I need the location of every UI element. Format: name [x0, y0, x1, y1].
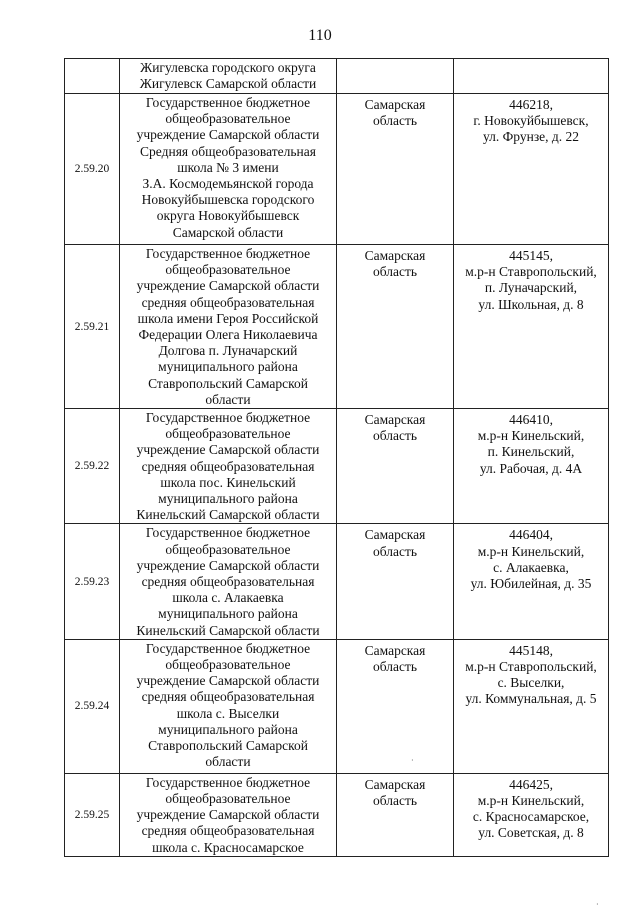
scan-dot: · [596, 900, 599, 909]
scan-dot: · [411, 756, 414, 765]
name-line: Новокуйбышевска городского [141, 192, 315, 208]
name-line: области [205, 754, 251, 770]
address-cell [454, 245, 609, 409]
region-cell [337, 524, 454, 639]
row-number: 2.59.23 [74, 575, 110, 588]
region-line: Самарская [364, 412, 426, 428]
name-line: Государственное бюджетное [145, 410, 311, 426]
name-line: Государственное бюджетное [145, 246, 311, 261]
region-cell [337, 409, 454, 524]
address-line: 445145, [509, 248, 553, 263]
region-line: область [372, 113, 418, 129]
name-line: школа № 3 имени [177, 159, 279, 175]
name-line: муниципального района [158, 721, 298, 737]
name-line: Самарской области [172, 224, 284, 240]
name-line: общеобразовательное [165, 657, 291, 673]
page-number: 110 [308, 27, 332, 44]
address-line: ул. Коммунальная, д. 5 [465, 691, 597, 707]
name-line: муниципального района [158, 606, 298, 622]
region-cell [337, 639, 454, 773]
address-line: 446425, [509, 776, 553, 792]
name-line: учреждение Самарской области [136, 673, 320, 689]
address-line: м.р-н Кинельский, [477, 428, 585, 444]
name-line: Государственное бюджетное [145, 774, 311, 790]
address-line: м.р-н Ставропольский, [465, 659, 597, 675]
address-cell [454, 59, 609, 94]
address-cell [454, 639, 609, 773]
row-number-cell [65, 245, 120, 409]
table-row [65, 245, 609, 409]
address-cell [454, 524, 609, 639]
table-row-continuation [65, 59, 609, 94]
table-row [65, 409, 609, 524]
name-line: школа с. Выселки [176, 705, 280, 721]
address-line: м.р-н Ставропольский, [465, 264, 597, 280]
row-number: 2.59.25 [74, 808, 110, 821]
table-row [65, 773, 609, 856]
name-line: общеобразовательное [165, 541, 291, 557]
address-cell [454, 773, 609, 856]
region-cell [337, 94, 454, 245]
row-number: 2.59.22 [74, 460, 110, 473]
address-line: ул. Фрунзе, д. 22 [482, 129, 580, 145]
address-line: с. Красносамарское, [472, 809, 590, 825]
name-line: Долгова п. Луначарский [158, 343, 298, 359]
name-line: муниципального района [158, 359, 298, 375]
institution-name-cell [120, 94, 337, 245]
name-line: Государственное бюджетное [145, 640, 311, 656]
name-line: округа Новокуйбышевск [156, 208, 300, 224]
name-line: общеобразовательное [165, 426, 291, 442]
address-line: 446410, [509, 412, 553, 428]
address-line: п. Луначарский, [484, 280, 578, 296]
institution-name-cell [120, 773, 337, 856]
name-line: общеобразовательное [165, 111, 291, 127]
address-line: 445148, [509, 642, 553, 658]
row-number-cell [65, 524, 120, 639]
name-line: средняя общеобразовательная [141, 458, 315, 474]
region-line: Самарская [364, 776, 426, 792]
address-line: 446218, [509, 97, 553, 112]
address-line: с. Выселки, [497, 675, 565, 691]
row-number-cell [65, 409, 120, 524]
row-number-cell [65, 94, 120, 245]
region-line: область [372, 428, 418, 444]
region-line: Самарская [364, 642, 426, 658]
name-line: учреждение Самарской области [136, 278, 320, 294]
table-row [65, 524, 609, 639]
name-line: Жигулевска городского округа [140, 60, 316, 75]
name-line: школа имени Героя Российской [137, 310, 319, 326]
name-line: Жигулевск Самарской области [139, 76, 317, 92]
name-line: Кинельский Самарской области [136, 622, 320, 638]
row-number: 2.59.21 [74, 320, 110, 333]
name-line: области [205, 391, 251, 407]
name-line: средняя общеобразовательная [141, 294, 315, 310]
name-line: Федерации Олега Николаевича [138, 327, 318, 343]
address-line: 446404, [509, 527, 553, 543]
name-line: школа с. Красносамарское [152, 839, 304, 855]
schools-table [64, 58, 609, 857]
name-line: Средняя общеобразовательная [140, 143, 316, 159]
region-cell [337, 59, 454, 94]
name-line: учреждение Самарской области [136, 127, 320, 143]
address-line: с. Алакаевка, [493, 559, 569, 575]
address-line: ул. Юбилейная, д. 35 [470, 576, 592, 592]
row-number: 2.59.20 [74, 163, 110, 175]
region-line: область [372, 793, 418, 809]
region-line: область [372, 264, 418, 280]
address-line: г. Новокуйбышевск, [473, 113, 589, 129]
institution-name-cell [120, 639, 337, 773]
institution-name-cell [120, 524, 337, 639]
row-number-cell [65, 639, 120, 773]
address-line: м.р-н Кинельский, [477, 543, 585, 559]
institution-name-cell [120, 59, 337, 94]
row-number-cell [65, 773, 120, 856]
name-line: средняя общеобразовательная [141, 823, 315, 839]
address-line: ул. Школьная, д. 8 [478, 296, 584, 312]
name-line: общеобразовательное [165, 791, 291, 807]
name-line: Ставропольский Самарской [148, 738, 308, 754]
region-line: Самарская [364, 527, 426, 543]
region-cell [337, 773, 454, 856]
name-line: Кинельский Самарской области [136, 507, 320, 523]
name-line: учреждение Самарской области [136, 557, 320, 573]
address-line: м.р-н Кинельский, [477, 793, 585, 809]
address-cell [454, 409, 609, 524]
region-line: область [372, 543, 418, 559]
name-line: школа пос. Кинельский [160, 474, 296, 490]
name-line: средняя общеобразовательная [141, 689, 315, 705]
row-number: 2.59.24 [74, 700, 110, 713]
address-line: ул. Рабочая, д. 4А [479, 460, 583, 476]
region-line: область [372, 659, 418, 675]
name-line: учреждение Самарской области [136, 807, 320, 823]
institution-name-cell [120, 245, 337, 409]
table-row [65, 94, 609, 245]
address-line: п. Кинельский, [487, 444, 575, 460]
name-line: средняя общеобразовательная [141, 574, 315, 590]
name-line: Государственное бюджетное [145, 95, 311, 110]
address-cell [454, 94, 609, 245]
name-line: З.А. Космодемьянской города [142, 176, 314, 192]
institution-name-cell [120, 409, 337, 524]
name-line: Ставропольский Самарской [148, 375, 308, 391]
address-line: ул. Советская, д. 8 [478, 825, 584, 841]
region-line: Самарская [364, 97, 426, 112]
table-row [65, 639, 609, 773]
region-cell [337, 245, 454, 409]
row-number-cell [65, 59, 120, 94]
name-line: муниципального района [158, 491, 298, 507]
name-line: школа с. Алакаевка [172, 590, 284, 606]
region-line: Самарская [364, 248, 426, 263]
name-line: учреждение Самарской области [136, 442, 320, 458]
name-line: общеобразовательное [165, 262, 291, 278]
name-line: Государственное бюджетное [145, 525, 311, 541]
